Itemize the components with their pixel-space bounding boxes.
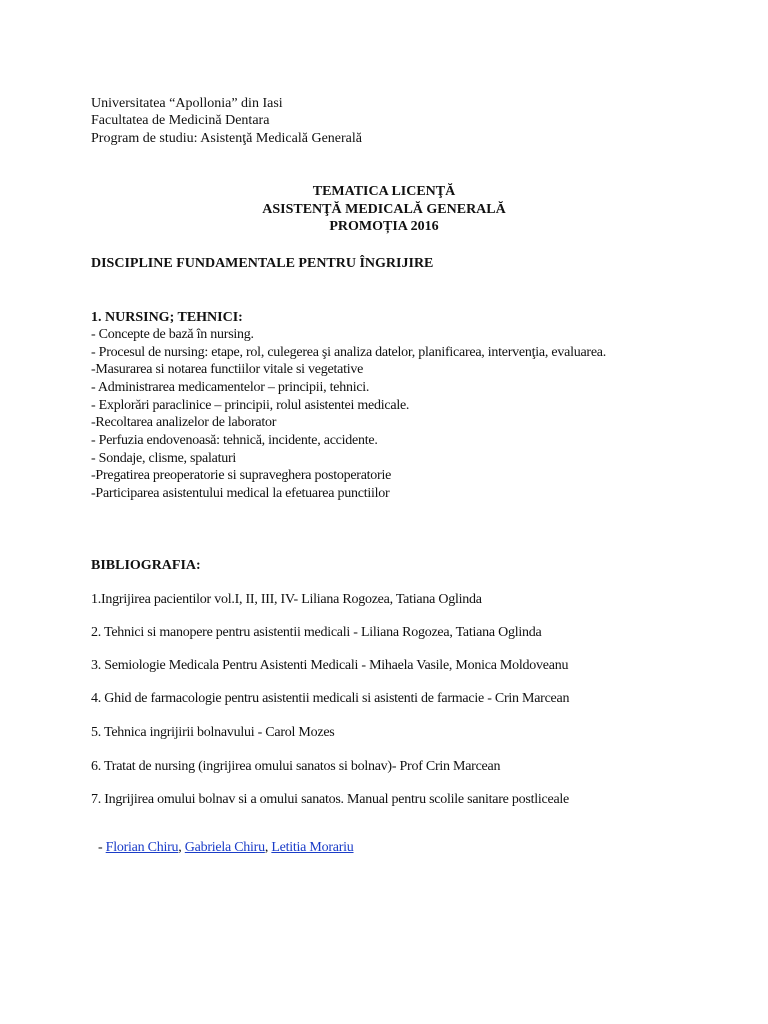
author-link-gabriela-chiru[interactable]: Gabriela Chiru bbox=[184, 840, 265, 855]
author-link-florian-chiru[interactable]: Florian Chiru bbox=[105, 840, 179, 855]
nursing-item: -Pregatirea preoperatorie si supraveghera postoperatorie bbox=[91, 468, 392, 483]
author-link-letitia-morariu[interactable]: Letitia Morariu bbox=[271, 840, 354, 855]
title-line-2: ASISTENŢĂ MEDICALĂ GENERALĂ bbox=[262, 202, 506, 217]
nursing-heading: 1. NURSING; TEHNICI: bbox=[91, 310, 243, 325]
author-separator: , bbox=[178, 840, 185, 855]
bibliography-item: 5. Tehnica ingrijirii bolnavului - Carol Mozes bbox=[91, 725, 335, 740]
nursing-item: -Masurarea si notarea functiilor vitale si vegetative bbox=[91, 362, 364, 377]
nursing-item: -Recoltarea analizelor de laborator bbox=[91, 415, 277, 430]
study-program: Program de studiu: Asistenţă Medicală Generală bbox=[91, 131, 362, 146]
authors-prefix: - bbox=[98, 840, 106, 855]
nursing-item: -Participarea asistentului medical la efetuarea punctiilor bbox=[91, 486, 390, 501]
nursing-item: - Administrarea medicamentelor – principii, tehnici. bbox=[91, 380, 370, 395]
bibliography-item: 6. Tratat de nursing (ingrijirea omului sanatos si bolnav)- Prof Crin Marcean bbox=[91, 759, 501, 774]
title-line-1: TEMATICA LICENŢĂ bbox=[312, 184, 456, 199]
bibliography-item: 7. Ingrijirea omului bolnav si a omului sanatos. Manual pentru scolile sanitare postliceale bbox=[91, 792, 570, 807]
nursing-item: - Sondaje, clisme, spalaturi bbox=[91, 451, 237, 466]
bibliography-item: 3. Semiologie Medicala Pentru Asistenti Medicali - Mihaela Vasile, Monica Moldoveanu bbox=[91, 658, 569, 673]
author-separator: , bbox=[264, 840, 272, 855]
section-heading: DISCIPLINE FUNDAMENTALE PENTRU ÎNGRIJIRE bbox=[91, 256, 434, 271]
faculty-name: Facultatea de Medicină Dentara bbox=[91, 113, 270, 128]
nursing-item: - Perfuzia endovenoasă: tehnică, incidente, accidente. bbox=[91, 433, 378, 448]
nursing-item: - Concepte de bază în nursing. bbox=[91, 327, 254, 342]
bibliography-item: 2. Tehnici si manopere pentru asistentii medicali - Liliana Rogozea, Tatiana Oglinda bbox=[91, 625, 542, 640]
nursing-item: - Explorări paraclinice – principii, rolul asistentei medicale. bbox=[91, 398, 410, 413]
bibliography-item: 1.Ingrijirea pacientilor vol.I, II, III, IV- Liliana Rogozea, Tatiana Oglinda bbox=[91, 592, 482, 607]
bibliography-authors bbox=[98, 839, 354, 856]
bibliography-item: 4. Ghid de farmacologie pentru asistentii medicali si asistenti de farmacie - Crin Marcean bbox=[91, 691, 570, 706]
university-name: Universitatea “Apollonia” din Iasi bbox=[91, 96, 283, 111]
bibliography-heading: BIBLIOGRAFIA: bbox=[91, 558, 201, 573]
title-line-3: PROMOȚIA 2016 bbox=[329, 219, 439, 234]
nursing-item: - Procesul de nursing: etape, rol, culegerea şi analiza datelor, planificarea, intervenţia, evaluarea. bbox=[91, 345, 607, 360]
